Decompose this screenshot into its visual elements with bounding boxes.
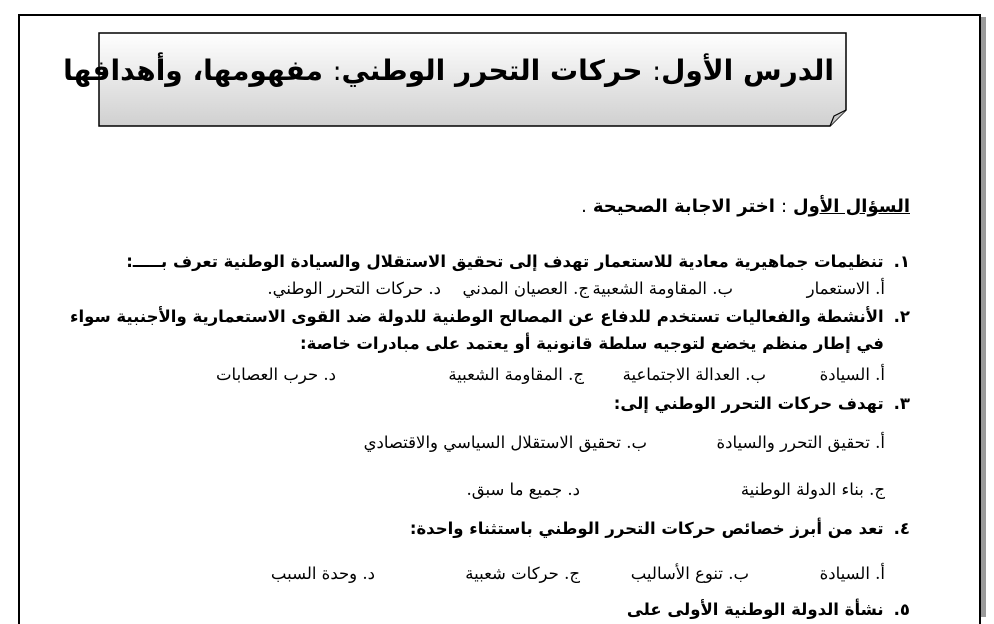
- option-d[interactable]: د. جميع ما سبق.: [466, 480, 580, 499]
- question-number: ١.: [893, 252, 910, 271]
- question-text-line1: الأنشطة والفعاليات تستخدم للدفاع عن المصالح الوطنية للدولة ضد القوى الاستعمارية والأجنبية سواء: [70, 307, 884, 326]
- lesson-label: الدرس الأول: [661, 54, 834, 87]
- question-number: ٣.: [893, 394, 910, 413]
- section-instruction: اختر الاجابة الصحيحة: [592, 196, 775, 217]
- question-text: تنظيمات جماهيرية معادية للاستعمار تهدف إلى تحقيق الاستقلال والسيادة الوطنية تعرف بـــــ:: [126, 252, 884, 271]
- page-shadow: [981, 17, 986, 617]
- question-number: ٥.: [893, 600, 910, 619]
- section-separator: :: [780, 196, 788, 217]
- option-c[interactable]: ج. العصيان المدني: [462, 279, 589, 298]
- question-number: ٤.: [893, 519, 910, 538]
- question-1: [126, 252, 910, 271]
- option-a[interactable]: أ. تحقيق التحرر والسيادة: [716, 433, 885, 452]
- title-separator: :: [652, 57, 662, 87]
- option-a[interactable]: أ. السيادة: [819, 564, 885, 583]
- option-a[interactable]: أ. الاستعمار: [806, 279, 885, 298]
- option-c[interactable]: ج. المقاومة الشعبية: [448, 365, 584, 384]
- option-b[interactable]: ب. العدالة الاجتماعية: [622, 365, 766, 384]
- question-text: نشأة الدولة الوطنية الأولى على: [626, 600, 884, 619]
- option-d[interactable]: د. حرب العصابات: [216, 365, 336, 384]
- option-b[interactable]: ب. المقاومة الشعبية: [592, 279, 733, 298]
- question-2: [70, 307, 910, 326]
- lesson-title: [63, 54, 834, 87]
- section-heading: [581, 196, 910, 217]
- option-b[interactable]: ب. تنوع الأساليب: [630, 564, 749, 583]
- option-d[interactable]: د. حركات التحرر الوطني.: [267, 279, 441, 298]
- section-label: السؤال الأول: [793, 196, 910, 217]
- lesson-title-banner: [63, 32, 848, 127]
- option-b[interactable]: ب. تحقيق الاستقلال السياسي والاقتصادي: [363, 433, 647, 452]
- lesson-topic: حركات التحرر الوطني: [341, 54, 643, 87]
- option-c[interactable]: ج. بناء الدولة الوطنية: [740, 480, 885, 499]
- question-2-continued: [300, 334, 884, 353]
- title-separator-2: :: [332, 57, 342, 87]
- option-a[interactable]: أ. السيادة: [819, 365, 885, 384]
- section-end-mark: .: [581, 196, 587, 217]
- question-text: تهدف حركات التحرر الوطني إلى:: [613, 394, 884, 413]
- option-c[interactable]: ج. حركات شعبية: [465, 564, 580, 583]
- question-text-line2: في إطار منظم يخضع لتوجيه سلطة قانونية أو يعتمد على مبادرات خاصة:: [299, 334, 884, 353]
- question-text: تعد من أبرز خصائص حركات التحرر الوطني باستثناء واحدة:: [409, 519, 884, 538]
- question-3: [614, 394, 910, 413]
- question-4: [410, 519, 910, 538]
- lesson-subtitle: مفهومها، وأهدافها: [63, 54, 323, 87]
- question-number: ٢.: [893, 307, 910, 326]
- option-d[interactable]: د. وحدة السبب: [270, 564, 375, 583]
